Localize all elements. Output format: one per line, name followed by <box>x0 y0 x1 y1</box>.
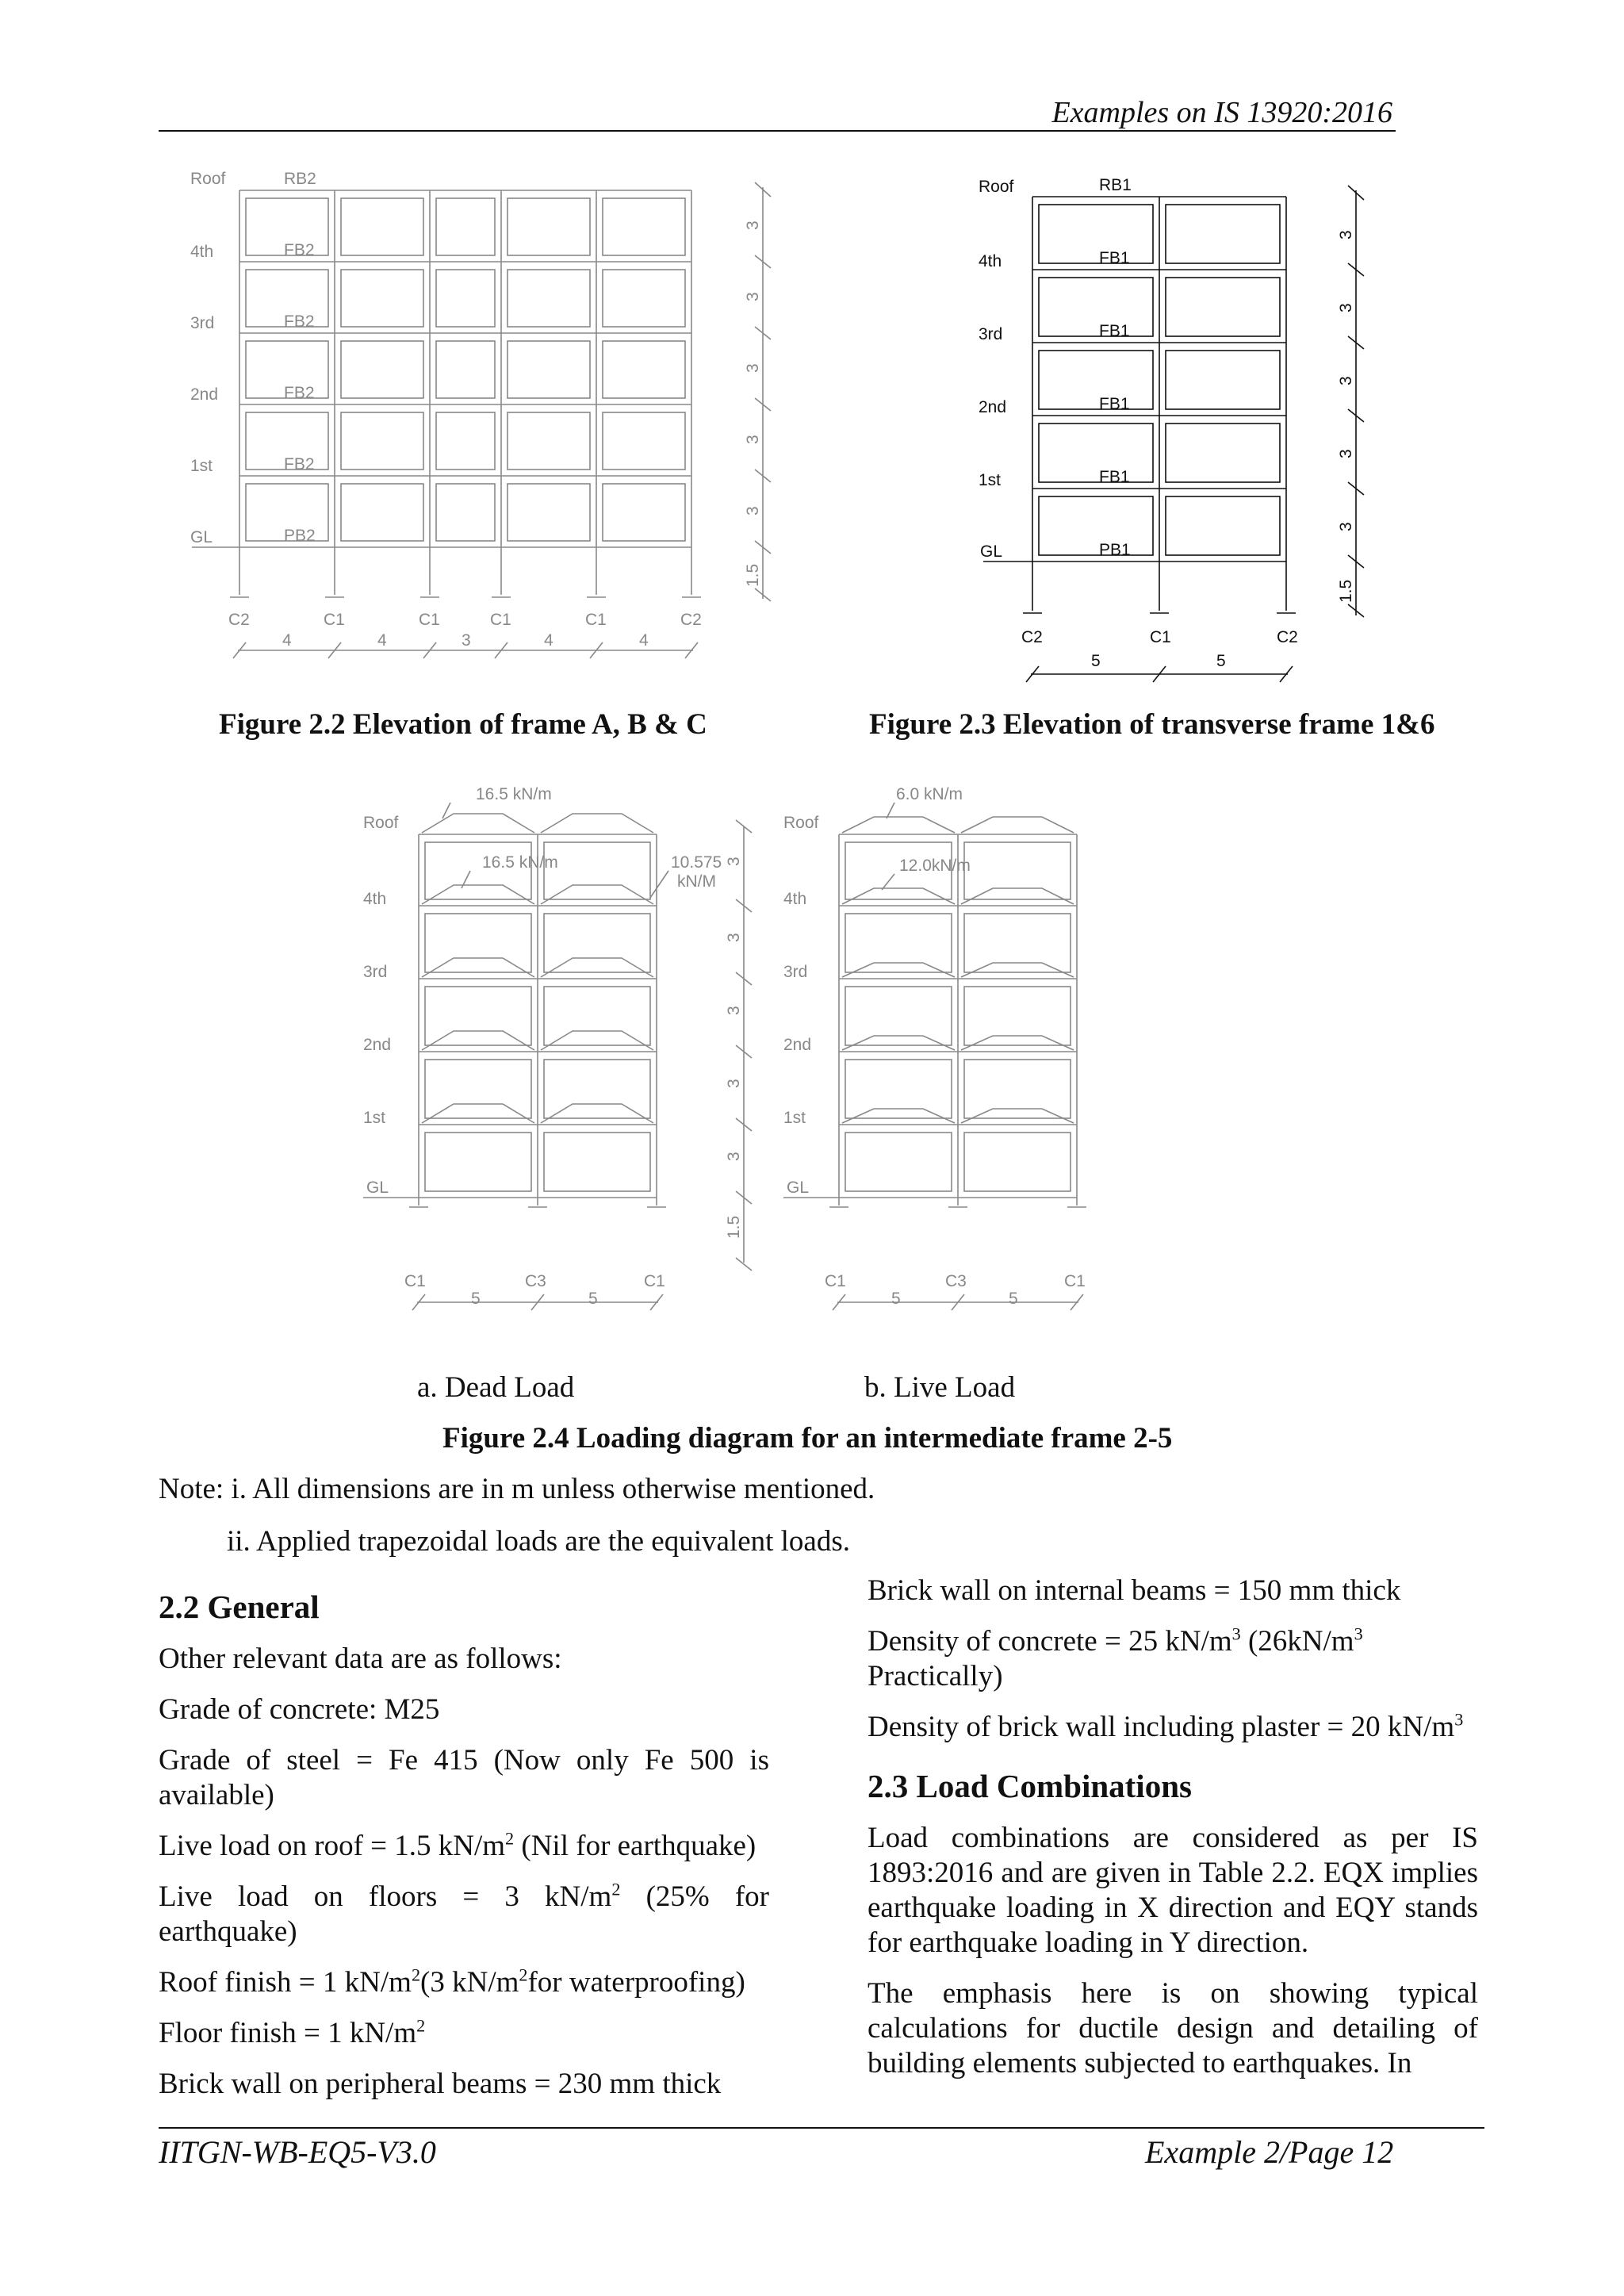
fig23-floor-1st: 1st <box>979 471 1002 489</box>
live-floor-1st: 1st <box>783 1109 806 1127</box>
fig22-span: 4 <box>282 631 292 650</box>
fig23-beam-4th: FB1 <box>1099 249 1130 267</box>
fig23-span: 5 <box>1091 652 1101 670</box>
grade-steel: Grade of steel = Fe 415 (Now only Fe 500 is available) <box>159 1744 769 1811</box>
fig22-column-label: C1 <box>324 611 345 629</box>
fig23-beam-roof: RB1 <box>1099 176 1132 194</box>
figure-2-2-caption: Figure 2.2 Elevation of frame A, B & C <box>219 708 707 741</box>
figure-2-4a-dead-load <box>355 779 768 1326</box>
left-column <box>159 1589 769 2118</box>
dead-height: 1.5 <box>725 1215 743 1239</box>
dead-load-diagram <box>355 779 768 1326</box>
dead-height: 3 <box>725 1079 743 1088</box>
live-floor-4th: 4th <box>783 890 807 908</box>
fig23-floor-roof: Roof <box>979 178 1014 196</box>
fig22-beam-3rd: FB2 <box>284 312 315 331</box>
fig22-height: 3 <box>744 220 762 230</box>
fig23-height: 3 <box>1337 522 1355 531</box>
fig22-span: 4 <box>639 631 649 650</box>
figure-2-4b-sublabel: b. Live Load <box>864 1371 1016 1404</box>
load-combinations-paragraph: Load combinations are considered as per IS 1893:2016 and are given in Table 2.2. EQX implies earthquake loading in X direction and EQY stands for earthquake loading in Y direction. <box>868 1822 1478 1959</box>
dead-height: 3 <box>725 933 743 942</box>
fig22-column-label: C2 <box>228 611 250 629</box>
fig22-floor-4th: 4th <box>190 243 214 261</box>
fig22-beam-4th: FB2 <box>284 241 315 259</box>
live-column-label: C1 <box>825 1272 846 1290</box>
fig22-column-label: C1 <box>419 611 440 629</box>
fig22-floor-roof: Roof <box>190 170 226 188</box>
fig22-floor-2nd: 2nd <box>190 385 219 404</box>
grade-concrete: Grade of concrete: M25 <box>159 1693 440 1726</box>
dead-floor-3rd: 3rd <box>363 963 388 981</box>
live-load-roof: Live load on roof = 1.5 $kN/m^2$ (Nil for earthquake) <box>159 1828 756 1862</box>
fig23-floor-gl: GL <box>980 542 1003 561</box>
live-load-floors: Live load on floors = 3 $kN/m^2$ (25% for earthquake) <box>159 1879 769 1948</box>
live-span: 5 <box>1009 1290 1018 1308</box>
brick-wall-internal: Brick wall on internal beams = 150 mm thick <box>868 1574 1401 1607</box>
fig22-span: 3 <box>462 631 471 650</box>
dead-floor-4th: 4th <box>363 890 387 908</box>
fig23-height: 3 <box>1337 449 1355 458</box>
fig22-column-label: C2 <box>680 611 702 629</box>
dead-column-label: C3 <box>525 1272 546 1290</box>
live-floor-3rd: 3rd <box>783 963 808 981</box>
figure-2-4-caption: Figure 2.4 Loading diagram for an intermediate frame 2-5 <box>442 1422 1173 1455</box>
fig22-floor-1st: 1st <box>190 457 213 475</box>
figure-2-3-caption: Figure 2.3 Elevation of transverse frame 1&6 <box>869 708 1435 741</box>
figure-2-2 <box>174 167 777 674</box>
dead-floor-1st: 1st <box>363 1109 386 1127</box>
fig22-beam-roof: RB2 <box>284 170 316 188</box>
fig22-beam-2nd: FB2 <box>284 384 315 402</box>
fig22-floor-gl: GL <box>190 528 213 546</box>
brick-wall-peripheral: Brick wall on peripheral beams = 230 mm thick <box>159 2068 722 2100</box>
fig23-floor-3rd: 3rd <box>979 325 1003 343</box>
live-roof-load: 6.0 kN/m <box>896 785 963 803</box>
fig23-column-label: C2 <box>1021 628 1043 646</box>
fig22-height: 3 <box>744 292 762 301</box>
fig23-beam-2nd: FB1 <box>1099 395 1130 413</box>
figure-2-3 <box>969 167 1381 690</box>
fig22-span: 4 <box>544 631 553 650</box>
live-column-label: C3 <box>945 1272 967 1290</box>
live-span: 5 <box>891 1290 901 1308</box>
dead-floor-roof: Roof <box>363 814 399 832</box>
live-floor-gl: GL <box>787 1179 810 1197</box>
fig23-height: 3 <box>1337 376 1355 385</box>
frame-abc-elevation-drawing <box>174 167 777 674</box>
section-2-3-heading: 2.3 Load Combinations <box>868 1768 1192 1804</box>
fig23-span: 5 <box>1216 652 1226 670</box>
dead-side-load-unit: kN/M <box>677 872 716 891</box>
section-2-2-heading: 2.2 General <box>159 1589 320 1625</box>
dead-floor-gl: GL <box>366 1179 389 1197</box>
running-header: Examples on IS 13920:2016 <box>1051 96 1392 129</box>
transverse-frame-elevation-drawing <box>969 167 1381 690</box>
note-2: ii. Applied trapezoidal loads are the equivalent loads. <box>227 1525 850 1558</box>
fig23-beam-1st: FB1 <box>1099 468 1130 486</box>
density-concrete: Density of concrete = 25 $kN/m^3$ ($26kN/m^3$ Practically) <box>868 1623 1363 1692</box>
dead-span: 5 <box>588 1290 598 1308</box>
fig22-column-label: C1 <box>585 611 607 629</box>
footer-right: Example 2/Page 12 <box>1145 2134 1394 2170</box>
fig22-height: 1.5 <box>744 563 762 587</box>
fig23-column-label: C1 <box>1150 628 1171 646</box>
fig23-column-label: C2 <box>1277 628 1298 646</box>
dead-column-label: C1 <box>404 1272 426 1290</box>
dead-floor-load: 16.5 kN/m <box>482 853 558 872</box>
dead-side-load: 10.575 <box>671 853 722 872</box>
fig23-height: 3 <box>1337 303 1355 312</box>
fig22-beam-1st: FB2 <box>284 455 315 473</box>
dead-height: 3 <box>725 1006 743 1015</box>
dead-height: 3 <box>725 1152 743 1161</box>
floor-finish: Floor finish = 1 $kN/m^2$ <box>159 2015 426 2049</box>
fig23-beam-plinth: PB1 <box>1099 541 1131 559</box>
footer-rule <box>159 2127 1484 2129</box>
figure-2-4a-sublabel: a. Dead Load <box>417 1371 575 1404</box>
header-rule <box>159 130 1396 132</box>
fig22-height: 3 <box>744 506 762 516</box>
figure-2-4b-live-load <box>776 779 1109 1326</box>
density-brick: Density of brick wall including plaster = 20 $kN/m^3$ <box>868 1709 1464 1743</box>
fig23-floor-4th: 4th <box>979 252 1002 270</box>
fig22-column-label: C1 <box>490 611 511 629</box>
note-1: Note: i. All dimensions are in m unless otherwise mentioned. <box>159 1473 875 1505</box>
fig22-height: 3 <box>744 363 762 373</box>
intro-text: Other relevant data are as follows: <box>159 1642 562 1675</box>
fig22-floor-3rd: 3rd <box>190 314 215 332</box>
dead-span: 5 <box>471 1290 481 1308</box>
live-floor-2nd: 2nd <box>783 1036 812 1054</box>
roof-finish: Roof finish = 1 $kN/m^2(3$ $kN/m^2for$ waterproofing) <box>159 1964 745 1999</box>
fig22-beam-plinth: PB2 <box>284 527 316 545</box>
live-load-diagram <box>776 779 1109 1326</box>
dead-roof-load: 16.5 kN/m <box>476 785 552 803</box>
right-column <box>868 1573 1478 2097</box>
emphasis-paragraph: The emphasis here is on showing typical calculations for ductile design and detailing of building elements subjected to earthquakes. In <box>868 1977 1478 2079</box>
fig23-height: 1.5 <box>1337 579 1355 603</box>
fig22-height: 3 <box>744 435 762 444</box>
footer-left: IITGN-WB-EQ5-V3.0 <box>159 2134 436 2170</box>
fig22-span: 4 <box>377 631 387 650</box>
dead-height: 3 <box>725 857 743 866</box>
dead-floor-2nd: 2nd <box>363 1036 392 1054</box>
fig23-floor-2nd: 2nd <box>979 398 1007 416</box>
live-column-label: C1 <box>1064 1272 1086 1290</box>
live-floor-load: 12.0kN/m <box>899 857 971 875</box>
live-floor-roof: Roof <box>783 814 819 832</box>
fig23-height: 3 <box>1337 230 1355 240</box>
fig23-beam-3rd: FB1 <box>1099 322 1130 340</box>
dead-column-label: C1 <box>644 1272 665 1290</box>
